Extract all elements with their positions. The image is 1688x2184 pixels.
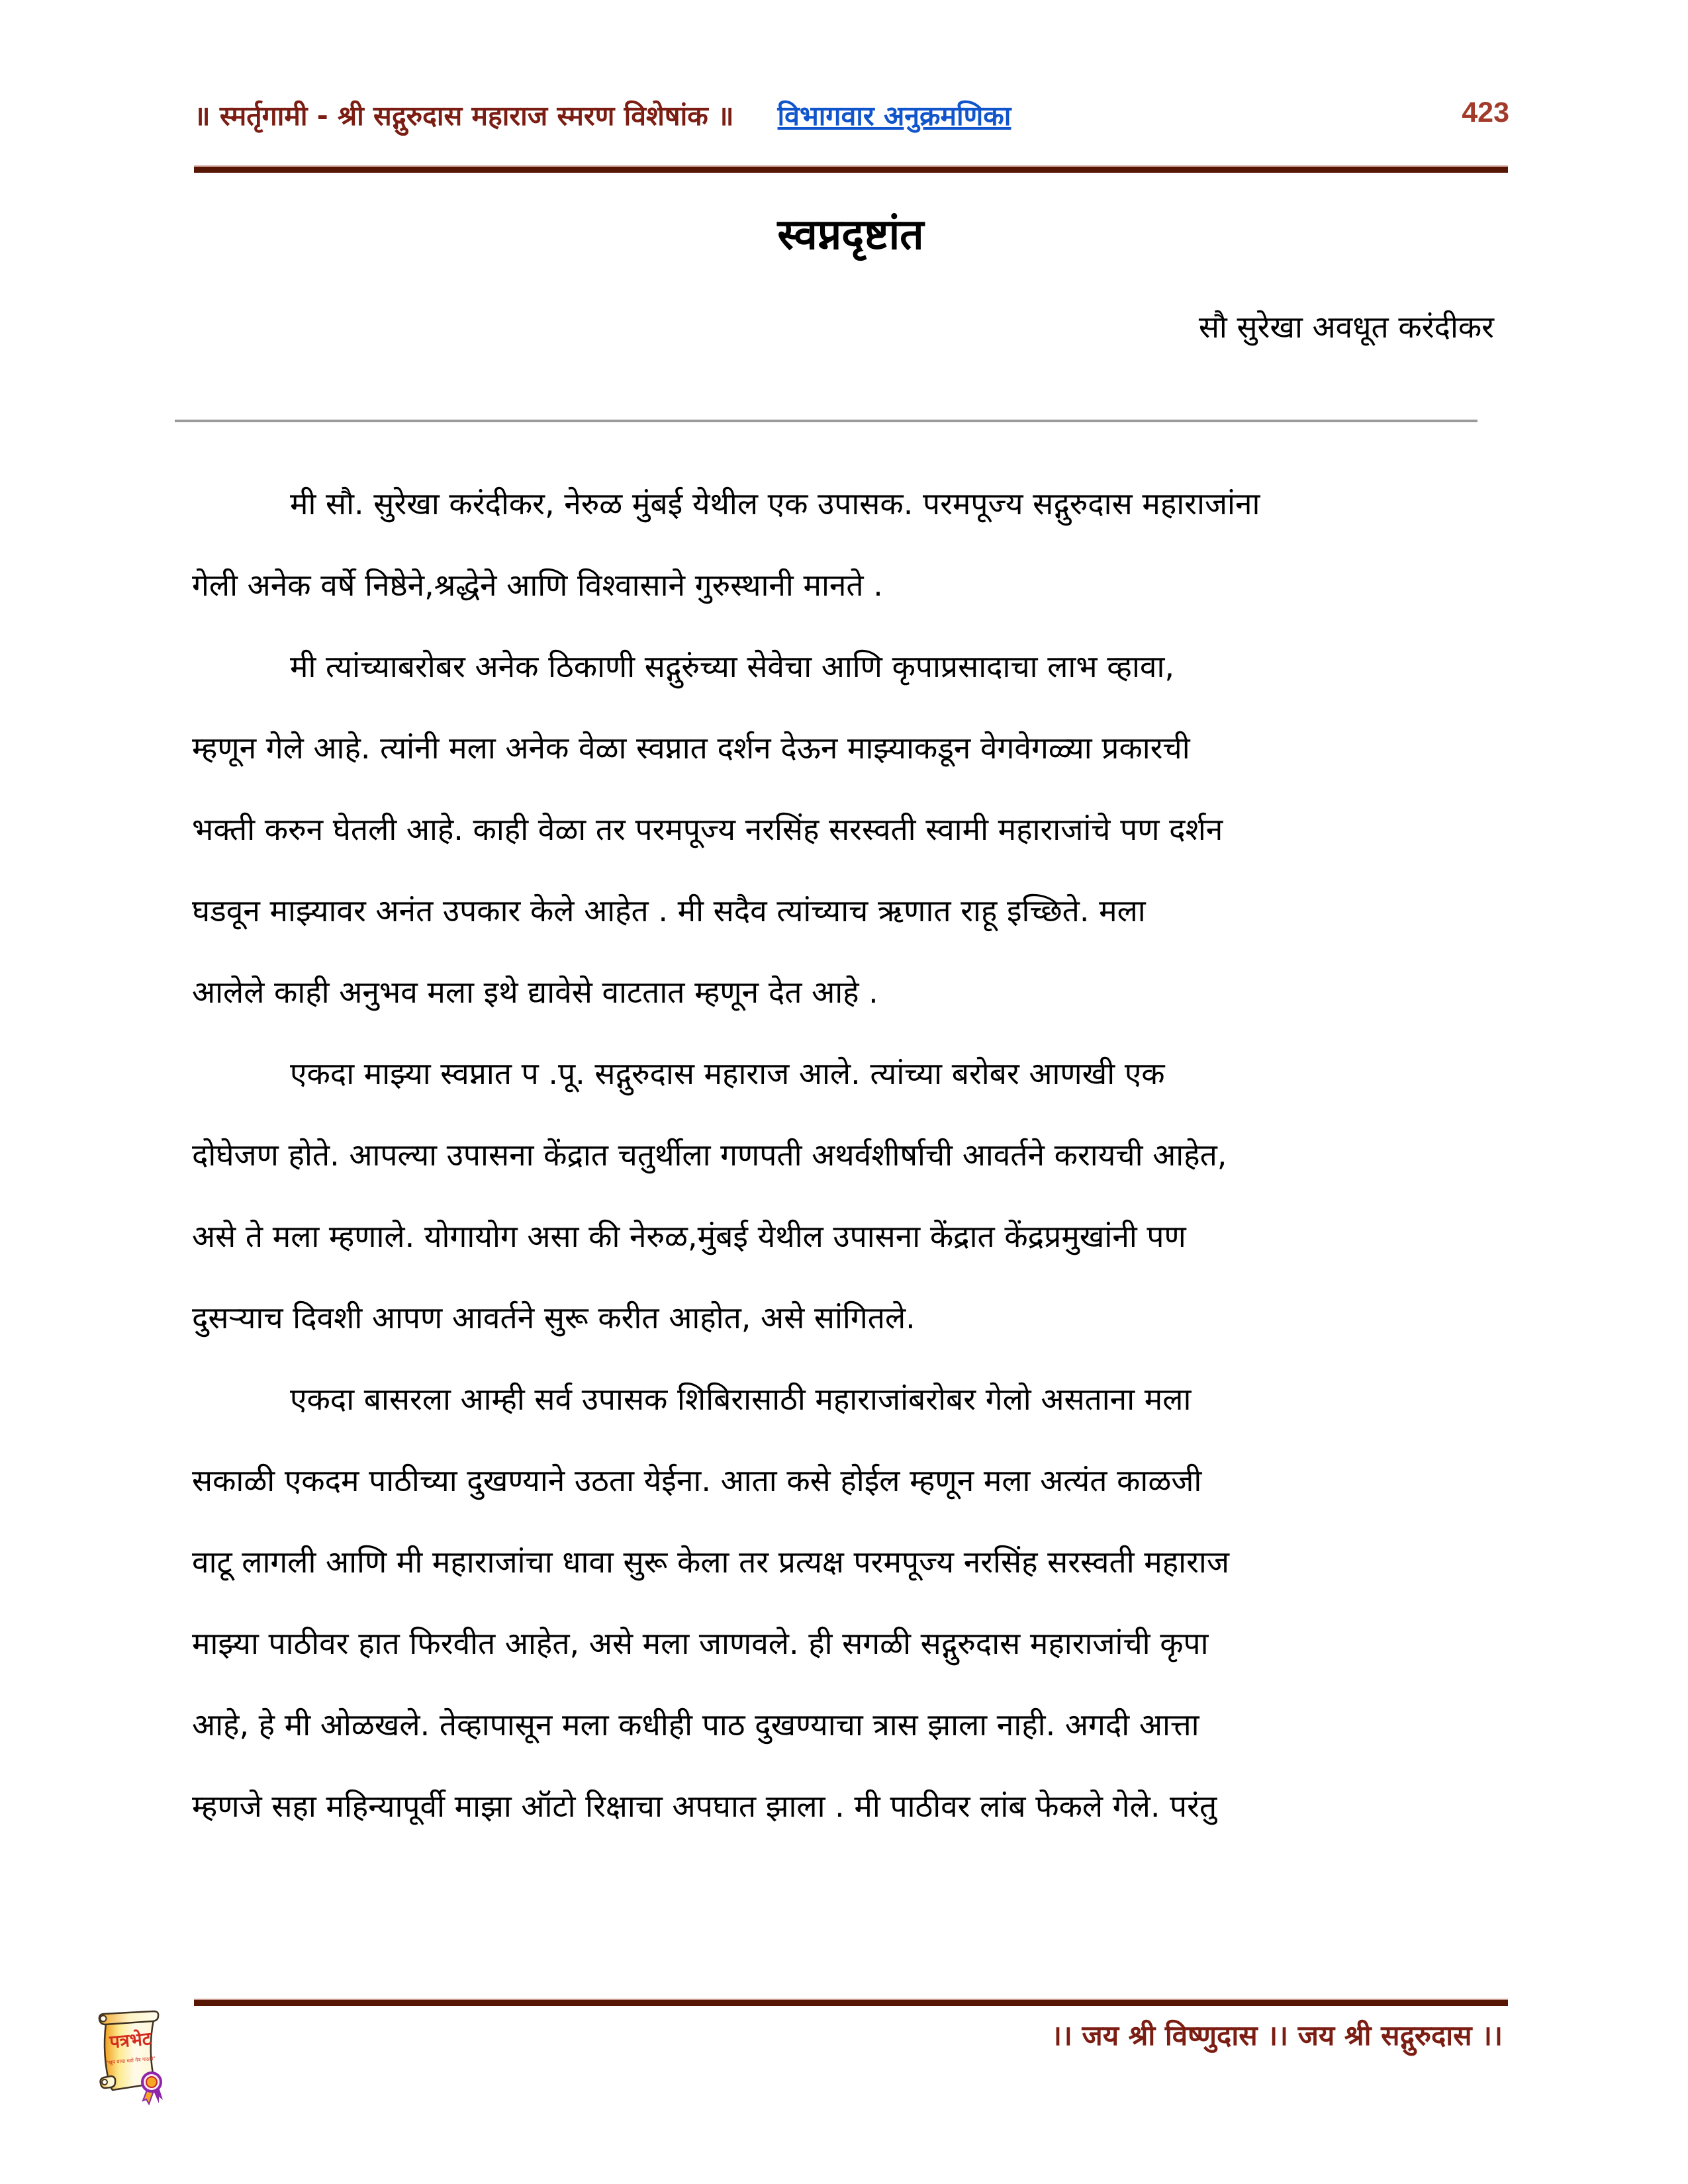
body-line: आलेले काही अनुभव मला इथे द्यावेसे वाटतात म्हणून देत आहे .	[192, 974, 878, 1010]
body-line: असे ते मला म्हणाले. योगायोग असा की नेरुळ,मुंबई येथील उपासना केंद्रात केंद्रप्रमुखांनी पण	[192, 1218, 1186, 1254]
body-line: मी त्यांच्याबरोबर अनेक ठिकाणी सद्गुरुंच्या सेवेचा आणि कृपाप्रसादाचा लाभ व्हावा,	[290, 649, 1175, 684]
body-line: सकाळी एकदम पाठीच्या दुखण्याने उठता येईना. आता कसे होईल म्हणून मला अत्यंत काळजी	[192, 1463, 1202, 1498]
logo-title: पत्रभेट	[109, 2028, 152, 2053]
body-line: घडवून माझ्यावर अनंत उपकार केले आहेत . मी सदैव त्यांच्याच ऋणात राहू इच्छिते. मला	[192, 893, 1146, 929]
body-line: म्हणजे सहा महिन्यापूर्वी माझा ऑटो रिक्षाचा अपघात झाला . मी पाठीवर लांब फेकले गेले. परंतु	[192, 1788, 1217, 1824]
footer-blessing: ।। जय श्री विष्णुदास ।। जय श्री सद्गुरुदास ।।	[1051, 2019, 1503, 2052]
rosette-icon	[142, 2073, 163, 2104]
header-rule	[194, 165, 1508, 173]
page-header	[194, 97, 1509, 134]
body-line: दोघेजण होते. आपल्या उपासना केंद्रात चतुर्थीला गणपती अथर्वशीर्षाची आवर्तने करायची आहेत,	[192, 1137, 1227, 1173]
masthead-title: ॥ स्मर्तृगामी - श्री सद्गुरुदास महाराज स्मरण विशेषांक ॥	[194, 100, 734, 132]
body-line: भक्ती करुन घेतली आहे. काही वेळा तर परमपूज्य नरसिंह सरस्वती स्वामी महाराजांचे पण दर्शन	[192, 811, 1223, 847]
patrabhet-logo	[90, 2009, 173, 2110]
section-index-link[interactable]: विभागवार अनुक्रमणिका	[777, 100, 1011, 132]
body-line: एकदा माझ्या स्वप्नात प .पू. सद्गुरुदास महाराज आले. त्यांच्या बरोबर आणखी एक	[290, 1056, 1165, 1091]
body-line: वाटू लागली आणि मी महाराजांचा धावा सुरू केला तर प्रत्यक्ष परमपूज्य नरसिंह सरस्वती महाराज	[192, 1544, 1229, 1580]
body-line: मी सौ. सुरेखा करंदीकर, नेरुळ मुंबई येथील एक उपासक. परमपूज्य सद्गुरुदास महाराजांना	[290, 486, 1260, 522]
body-line: म्हणून गेले आहे. त्यांनी मला अनेक वेळा स्वप्नात दर्शन देऊन माझ्याकडून वेगवेगळ्या प्रकारची	[192, 730, 1190, 766]
body-line: एकदा बासरला आम्ही सर्व उपासक शिबिरासाठी महाराजांबरोबर गेलो असताना मला	[290, 1381, 1192, 1417]
body-line: गेली अनेक वर्षे निष्ठेने,श्रद्धेने आणि विश्वासाने गुरुस्थानी मानते .	[192, 567, 883, 603]
body-line: माझ्या पाठीवर हात फिरवीत आहेत, असे मला जाणवले. ही सगळी सद्गुरुदास महाराजांची कृपा	[192, 1625, 1209, 1661]
article-title: स्वप्नदृष्टांत	[777, 210, 924, 259]
footer-rule	[194, 1999, 1508, 2006]
author-byline: सौ सुरेखा अवधूत करंदीकर	[1198, 309, 1494, 345]
article-body	[192, 463, 1523, 1847]
author-divider-line	[175, 420, 1477, 422]
body-line: दुसऱ्याच दिवशी आपण आवर्तने सुरू करीत आहोत, असे सांगितले.	[192, 1300, 915, 1336]
logo-tagline: "खूप वाचा घडो नेत्र गाठावे"	[105, 2055, 156, 2066]
body-line: आहे, हे मी ओळखले. तेव्हापासून मला कधीही पाठ दुखण्याचा त्रास झाला नाही. अगदी आत्ता	[192, 1707, 1199, 1743]
page-number: 423	[1462, 97, 1509, 128]
